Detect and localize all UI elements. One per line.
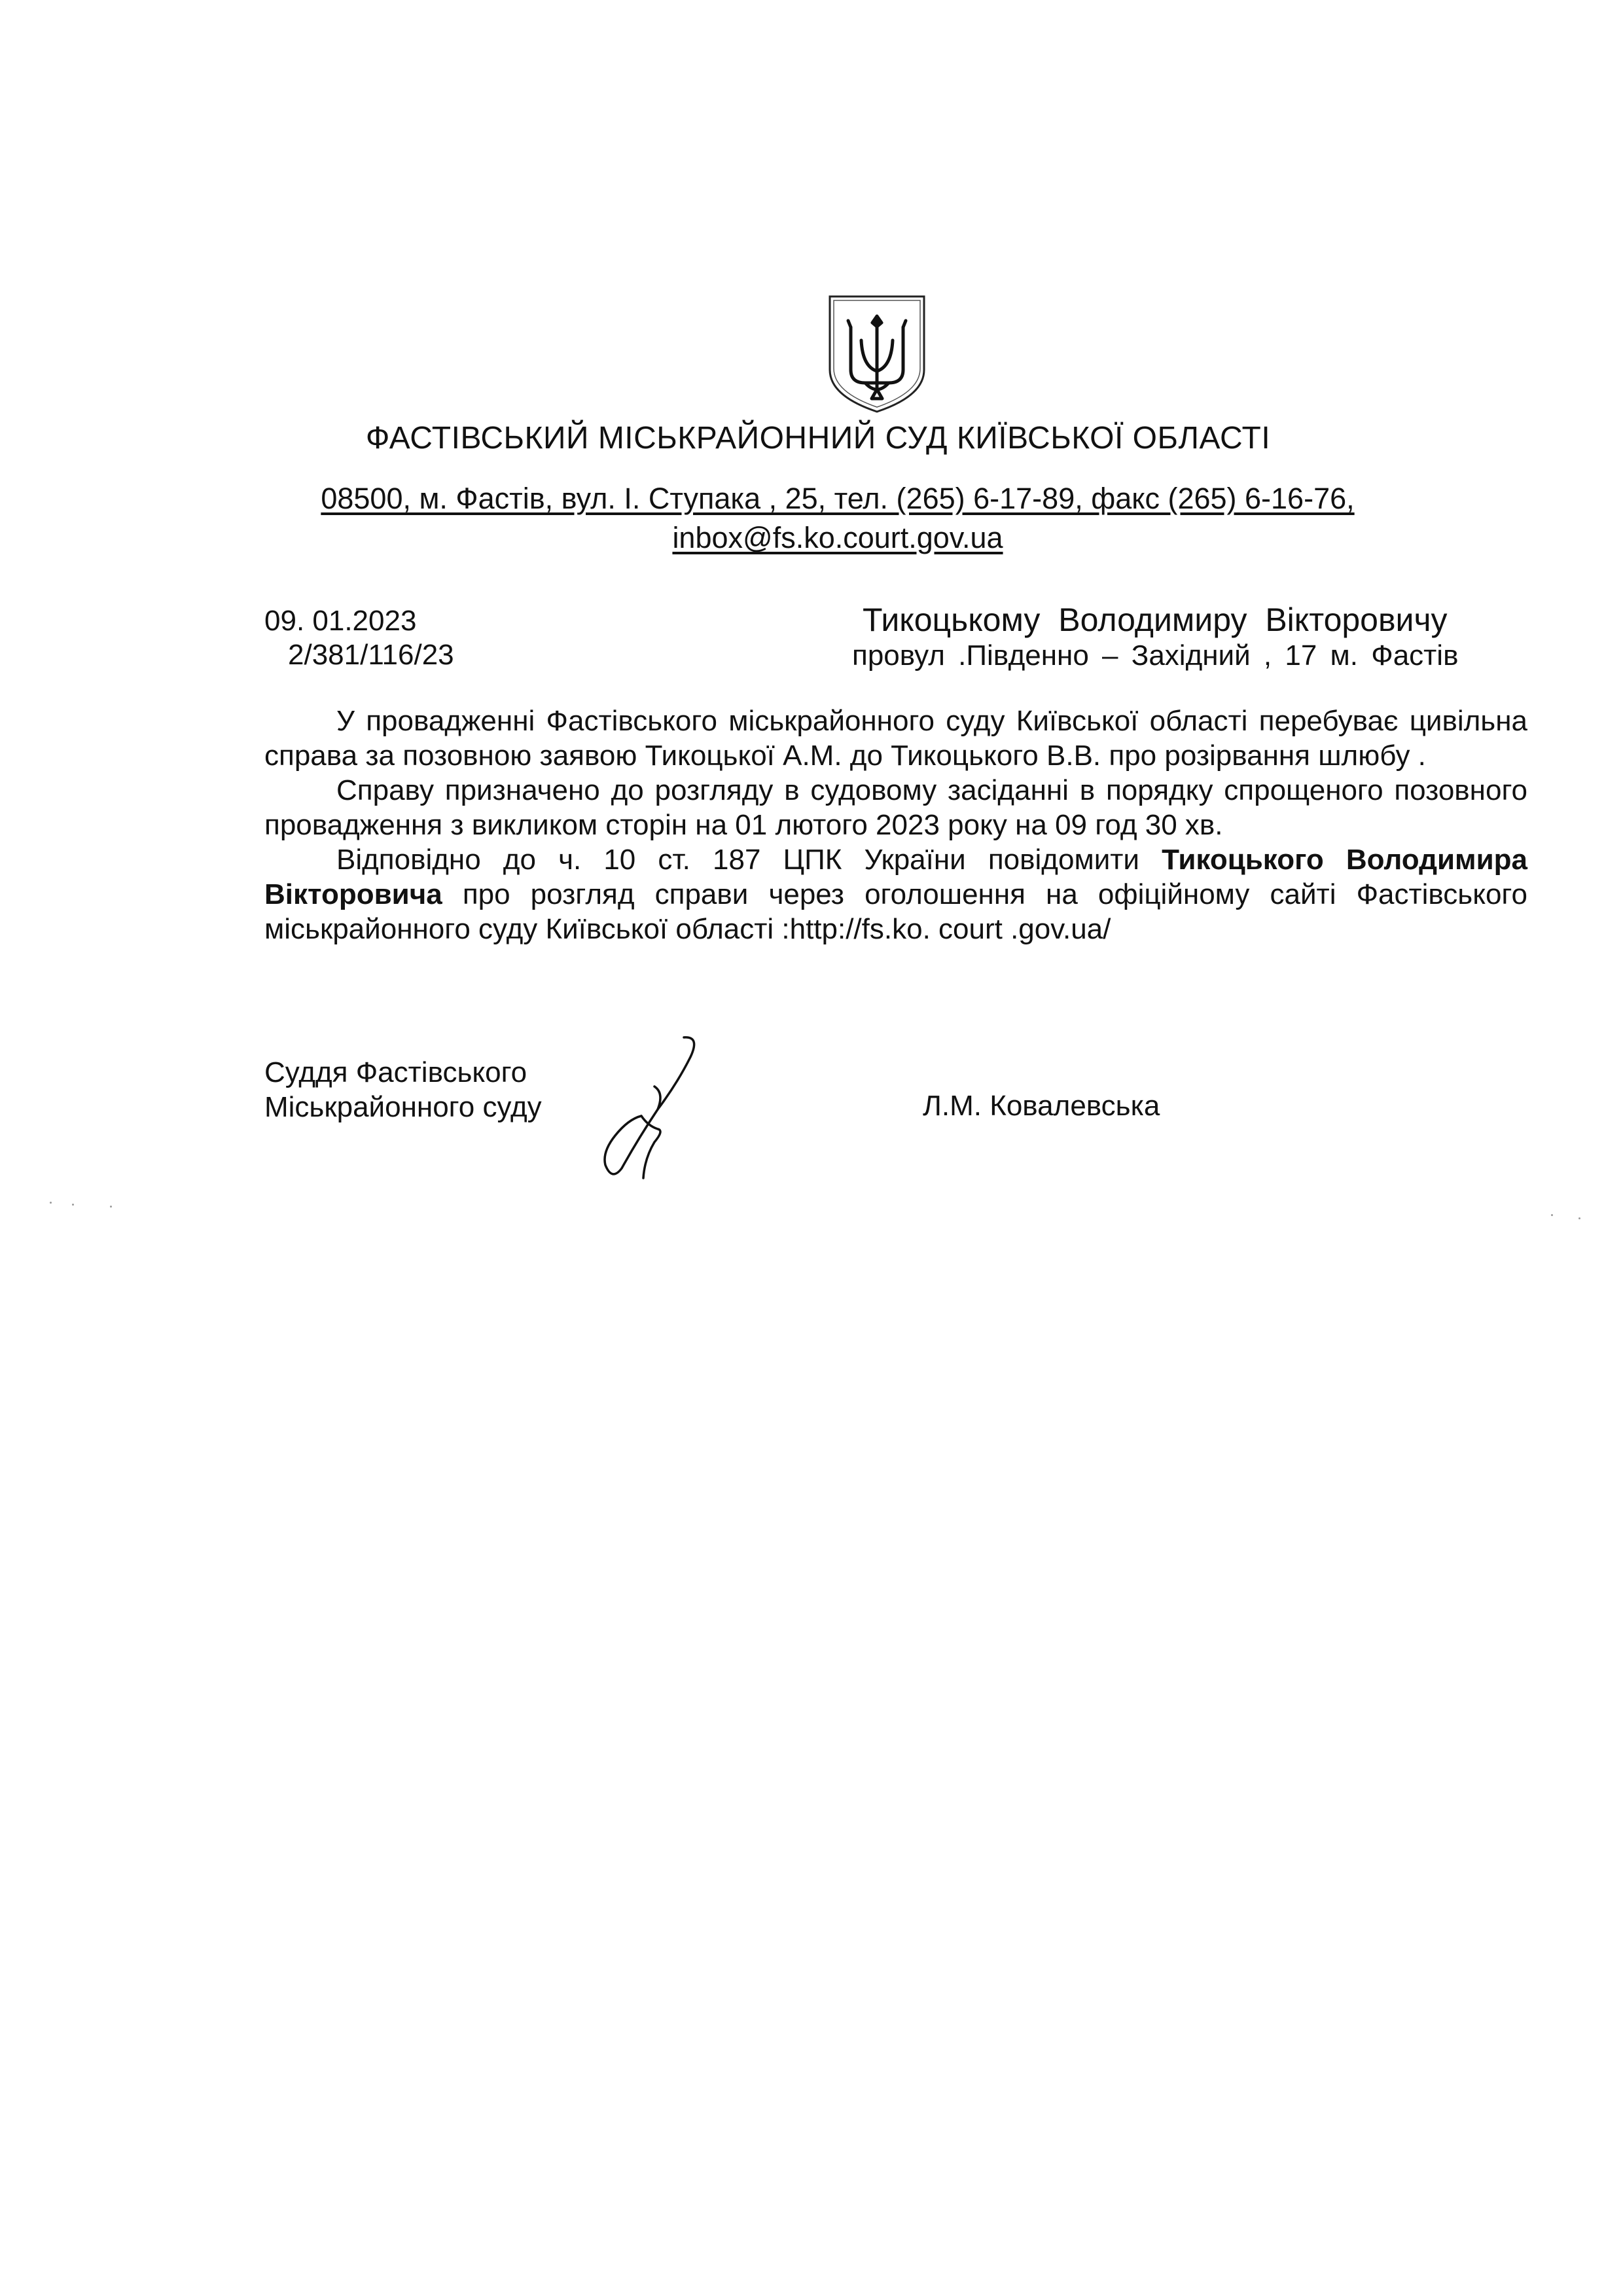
judge-title-line: Міськрайонного суду xyxy=(264,1091,542,1123)
notice-text-end: про розгляд справи через оголошення на офіційному сайті Фастівського міськрайонного суду Київської області :http://fs.ko. court .gov.ua/ xyxy=(264,878,1527,945)
scan-artifact xyxy=(72,1204,74,1206)
paragraph-hearing: Справу призначено до розгляду в судовому засіданні в порядку спрощеного позовного провадження з викликом сторін на 01 лютого 2023 року на 09 год 30 хв. xyxy=(264,774,1527,841)
case-reference: 2/381/116/23 xyxy=(288,639,454,671)
recipient-name: Тикоцькому Володимиру Вікторовичу xyxy=(863,601,1448,638)
judge-name: Л.М. Ковалевська xyxy=(923,1090,1160,1122)
court-name: ФАСТІВСЬКИЙ МІСЬКРАЙОННИЙ СУД КИЇВСЬКОЇ ОБЛАСТІ xyxy=(365,421,1271,456)
defendant-name: Тикоцького Володимира Вікторовича xyxy=(264,844,1527,910)
scan-artifact xyxy=(50,1202,52,1204)
handwritten-signature-icon xyxy=(586,1031,717,1181)
paragraph-case: У провадженні Фастівського міськрайонного суду Київської області перебуває цивільна справа за позовною заявою Тикоцької А.М. до Тикоцького В.В. про розірвання шлюбу . xyxy=(264,705,1527,772)
judge-title xyxy=(264,1055,542,1124)
scan-artifact xyxy=(1551,1214,1553,1216)
address-line: 08500, м. Фастів, вул. І. Ступака , 25, тел. (265) 6-17-89, факс (265) 6-16-76, xyxy=(321,482,1355,515)
court-address xyxy=(0,479,1623,558)
notice-text: Відповідно до ч. 10 ст. 187 ЦПК України повідомити xyxy=(336,844,1162,876)
paragraph-notice xyxy=(264,842,1527,946)
ukraine-trident-emblem-icon xyxy=(825,291,929,416)
document-date: 09. 01.2023 xyxy=(264,605,417,637)
email-address: inbox@fs.ko.court.gov.ua xyxy=(672,521,1003,554)
scan-artifact xyxy=(110,1206,112,1208)
letter-body xyxy=(264,704,1527,946)
scan-artifact xyxy=(1578,1217,1580,1219)
recipient-address: провул .Південно – Західний , 17 м. Фастів xyxy=(852,639,1459,672)
judge-title-line: Суддя Фастівського xyxy=(264,1056,527,1088)
